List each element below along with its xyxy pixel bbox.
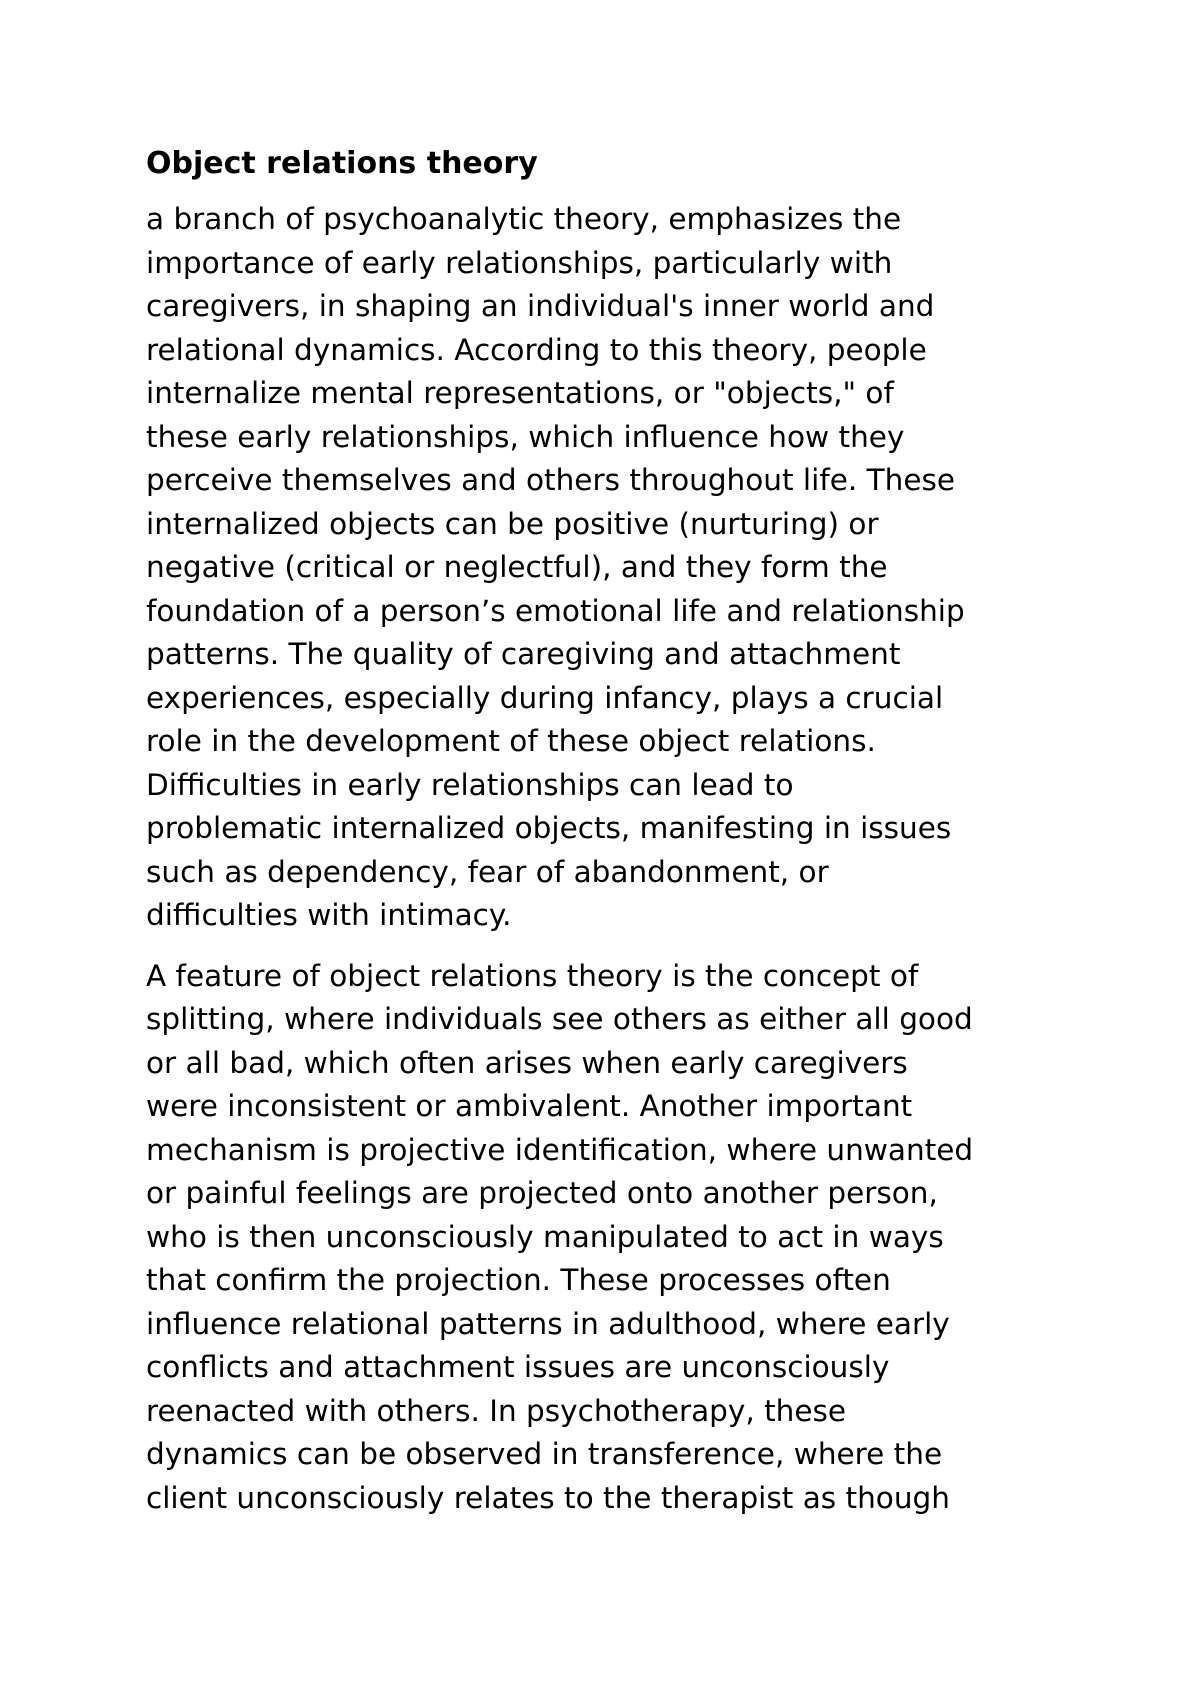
paragraph-1: [146, 198, 1076, 938]
text-line: negative (critical or neglectful), and they form the: [146, 550, 888, 584]
text-line: mechanism is projective identification, where unwanted: [146, 1132, 974, 1167]
text-line: dynamics can be observed in transference, where the: [146, 1437, 943, 1471]
text-line: problematic internalized objects, manifesting in issues: [146, 811, 952, 845]
text-line: or all bad, which often arises when early caregivers: [146, 1045, 908, 1080]
text-line: foundation of a person’s emotional life and relationship: [146, 593, 965, 628]
document-title: Object relations theory: [146, 146, 538, 181]
text-line: such as dependency, fear of abandonment, or: [146, 854, 829, 889]
text-line: who is then unconsciously manipulated to act in ways: [146, 1219, 944, 1254]
text-line: influence relational patterns in adulthood, where early: [146, 1306, 950, 1341]
document-page: [146, 142, 1076, 1520]
text-line: were inconsistent or ambivalent. Another important: [146, 1089, 913, 1123]
text-line: that confirm the projection. These processes often: [146, 1263, 891, 1297]
text-line: or painful feelings are projected onto another person,: [146, 1176, 938, 1210]
text-line: client unconsciously relates to the therapist as though: [146, 1480, 950, 1515]
text-line: difficulties with intimacy.: [146, 898, 512, 932]
text-line: importance of early relationships, particularly with: [146, 245, 893, 280]
text-line: A feature of object relations theory is the concept of: [146, 958, 919, 993]
paragraph-2: [146, 955, 1076, 1521]
text-line: relational dynamics. According to this theory, people: [146, 332, 927, 367]
text-line: experiences, especially during infancy, plays a crucial: [146, 680, 944, 715]
text-line: patterns. The quality of caregiving and attachment: [146, 637, 901, 671]
text-line: caregivers, in shaping an individual's inner world and: [146, 289, 935, 323]
text-line: a branch of psychoanalytic theory, emphasizes the: [146, 202, 902, 236]
text-line: internalized objects can be positive (nurturing) or: [146, 506, 879, 541]
text-line: perceive themselves and others throughout life. These: [146, 463, 956, 497]
text-line: internalize mental representations, or "objects," of: [146, 376, 894, 410]
text-line: role in the development of these object relations.: [146, 724, 876, 758]
text-line: reenacted with others. In psychotherapy, these: [146, 1393, 847, 1428]
text-line: splitting, where individuals see others as either all good: [146, 1002, 973, 1036]
text-line: these early relationships, which influence how they: [146, 419, 905, 454]
text-line: conflicts and attachment issues are unconsciously: [146, 1350, 890, 1384]
text-line: Difficulties in early relationships can lead to: [146, 767, 794, 802]
